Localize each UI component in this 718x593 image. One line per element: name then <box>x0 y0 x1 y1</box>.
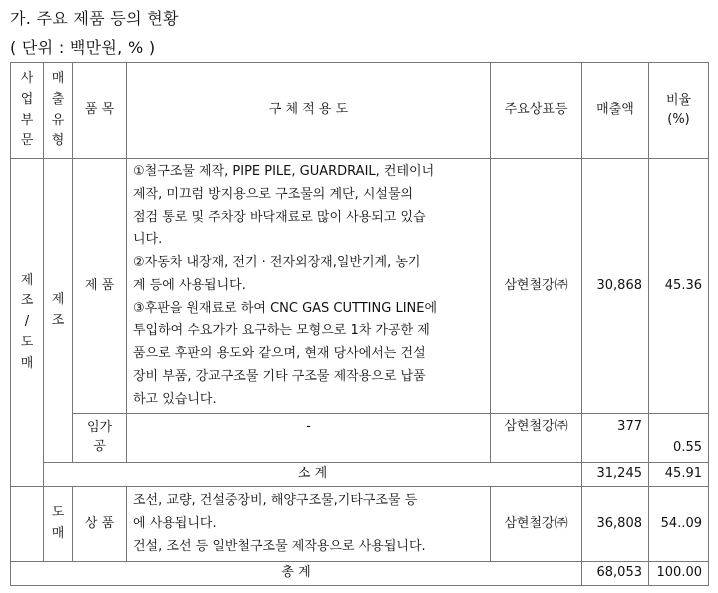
header-brand: 주요상표등 <box>491 63 582 159</box>
header-ratio: 비율 (%) <box>649 63 709 159</box>
total-row <box>11 562 709 586</box>
subtotal-ratio: 45.91 <box>649 463 709 487</box>
division-cell: 제 조 / 도 매 <box>11 159 44 487</box>
total-ratio: 100.00 <box>649 562 709 586</box>
sales-type-wholesale: 도 매 <box>44 487 73 562</box>
sales-processing: 377 <box>582 414 649 463</box>
brand-product: 삼현철강㈜ <box>491 159 582 414</box>
subtotal-row <box>11 463 709 487</box>
item-product: 제 품 <box>73 159 127 414</box>
usage-product: ①철구조물 제작, PIPE PILE, GUARDRAIL, 컨테이너 제작, 미끄럼 방지용으로 구조물의 계단, 시설물의 점검 통로 및 주차장 바닥재료로 많이 사용되고 있습 니다. ②자동차 내장재, 전기 · 전자외장재,일반기계, 농기 계 등에 사용됩니다. ③후판을 원재료로 하여 CNC GAS CUTTING LINE에 투입하여 수요가가 요구하는 모형으로 1차 가공한 제 품으로 후판의 용도와 같으며, 현재 당사에서는 건설 장비 부품, 강교구조물 기타 구조물 제작용으로 납품 하고 있습니다. <box>127 159 491 414</box>
header-sales-type: 매 출 유 형 <box>44 63 73 159</box>
division-blank <box>11 487 44 562</box>
header-sales: 매출액 <box>582 63 649 159</box>
sales-type-manufacture: 제 조 <box>44 159 73 463</box>
header-usage: 구 체 적 용 도 <box>127 63 491 159</box>
subtotal-sales: 31,245 <box>582 463 649 487</box>
item-processing: 임가 공 <box>73 414 127 463</box>
sales-goods: 36,808 <box>582 487 649 562</box>
item-goods: 상 품 <box>73 487 127 562</box>
table-row <box>11 159 709 414</box>
ratio-product: 45.36 <box>649 159 709 414</box>
products-table <box>10 62 709 586</box>
table-row <box>11 487 709 562</box>
sales-product: 30,868 <box>582 159 649 414</box>
total-sales: 68,053 <box>582 562 649 586</box>
ratio-processing: 0.55 <box>649 414 709 463</box>
unit-note: ( 단위 : 백만원, % ) <box>10 38 156 57</box>
brand-processing: 삼현철강㈜ <box>491 414 582 463</box>
header-item: 품 목 <box>73 63 127 159</box>
header-division: 사 업 부 문 <box>11 63 44 159</box>
section-title: 가. 주요 제품 등의 현황 <box>10 9 179 28</box>
usage-goods: 조선, 교량, 건설중장비, 해양구조물,기타구조물 등 에 사용됩니다. 건설, 조선 등 일반철구조물 제작용으로 사용됩니다. <box>127 487 491 562</box>
brand-goods: 삼현철강㈜ <box>491 487 582 562</box>
usage-processing: - <box>127 414 491 463</box>
subtotal-label: 소 계 <box>44 463 582 487</box>
table-row <box>11 414 709 463</box>
header-row <box>11 63 709 159</box>
total-label: 총 계 <box>11 562 582 586</box>
ratio-goods: 54..09 <box>649 487 709 562</box>
